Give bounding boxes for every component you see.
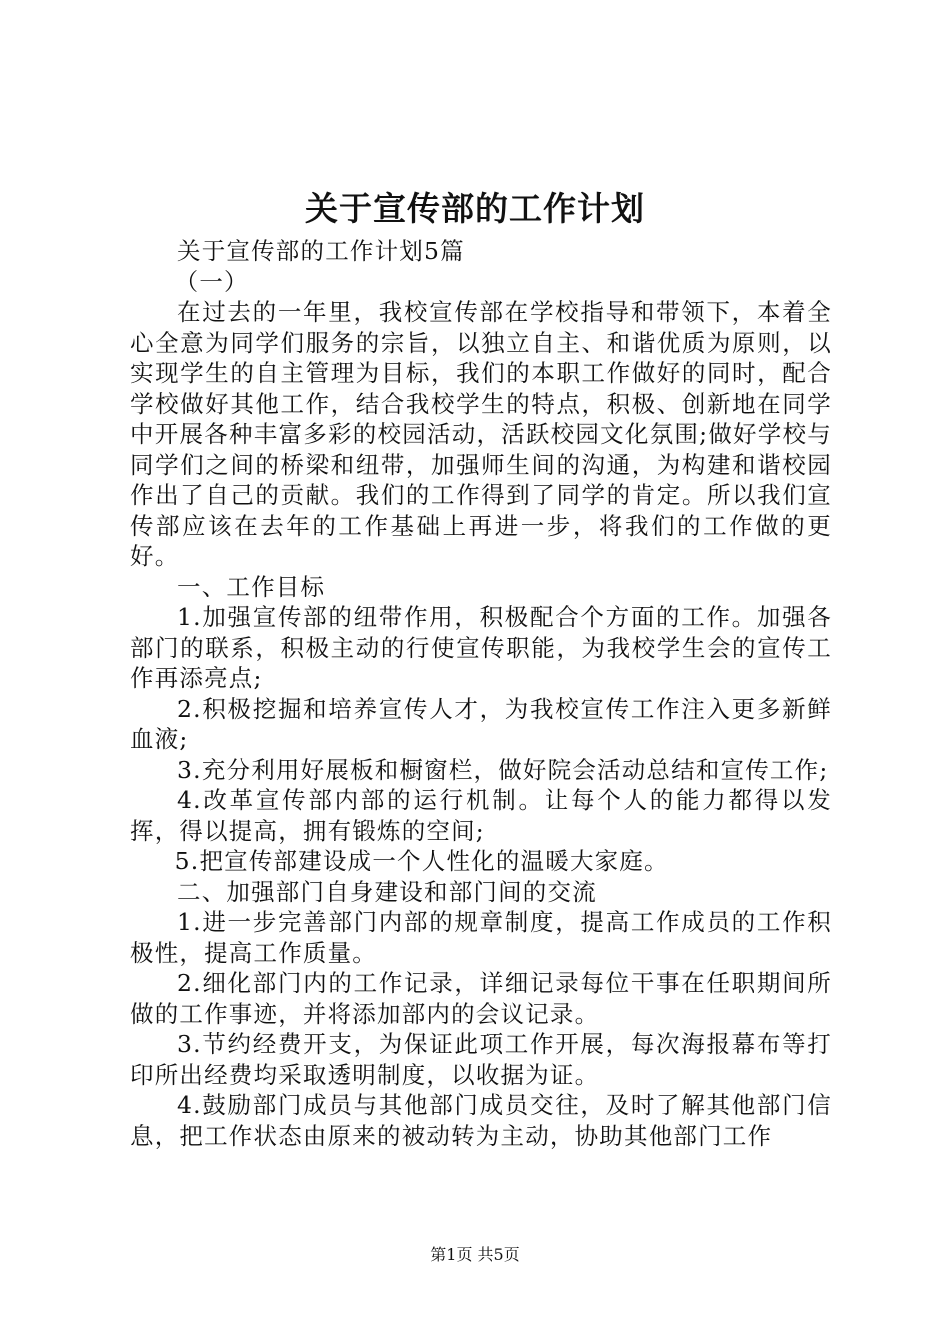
list-item: 3.节约经费开支，为保证此项工作开展，每次海报幕布等打印所出经费均采取透明制度，以收据为证。: [130, 1030, 832, 1089]
document-subtitle: 关于宣传部的工作计划5篇: [177, 237, 465, 265]
list-item: 2.积极挖掘和培养宣传人才，为我校宣传工作注入更多新鲜血液;: [130, 694, 832, 753]
section-heading: 二、加强部门自身建设和部门间的交流: [177, 877, 597, 906]
section-marker: （一）: [174, 267, 249, 296]
list-item: 4.改革宣传部内部的运行机制。让每个人的能力都得以发挥，得以提高，拥有锻炼的空间;: [130, 786, 832, 845]
section-heading: 一、工作目标: [177, 572, 326, 601]
list-item: 4.鼓励部门成员与其他部门成员交往，及时了解其他部门信息，把工作状态由原来的被动转为主动，协助其他部门工作: [130, 1091, 832, 1150]
page-footer: 第1页 共5页: [430, 1245, 520, 1264]
list-item: 3.充分利用好展板和橱窗栏，做好院会活动总结和宣传工作;: [177, 755, 829, 784]
list-item: 5.把宣传部建设成一个人性化的温暖大家庭。: [174, 847, 669, 875]
document-body: [130, 236, 832, 1151]
list-item: 2.细化部门内的工作记录，详细记录每位干事在任职期间所做的工作事迹，并将添加部内的会议记录。: [130, 969, 832, 1028]
document-title: 关于宣传部的工作计划: [305, 189, 645, 228]
paragraph: 在过去的一年里，我校宣传部在学校指导和带领下，本着全心全意为同学们服务的宗旨，以独立自主、和谐优质为原则，以实现学生的自主管理为目标，我们的本职工作做好的同时，配合学校做好其他工作，结合我校学生的特点，积极、创新地在同学中开展各种丰富多彩的校园活动，活跃校园文化氛围;做好学校与同学们之间的桥梁和纽带，加强师生间的沟通，为构建和谐校园作出了自己的贡献。我们的工作得到了同学的肯定。所以我们宣传部应该在去年的工作基础上再进一步，将我们的工作做的更好。: [130, 298, 832, 570]
list-item: 1.加强宣传部的纽带作用，积极配合个方面的工作。加强各部门的联系，积极主动的行使宣传职能，为我校学生会的宣传工作再添亮点;: [130, 603, 832, 692]
list-item: 1.进一步完善部门内部的规章制度，提高工作成员的工作积极性，提高工作质量。: [130, 908, 832, 967]
